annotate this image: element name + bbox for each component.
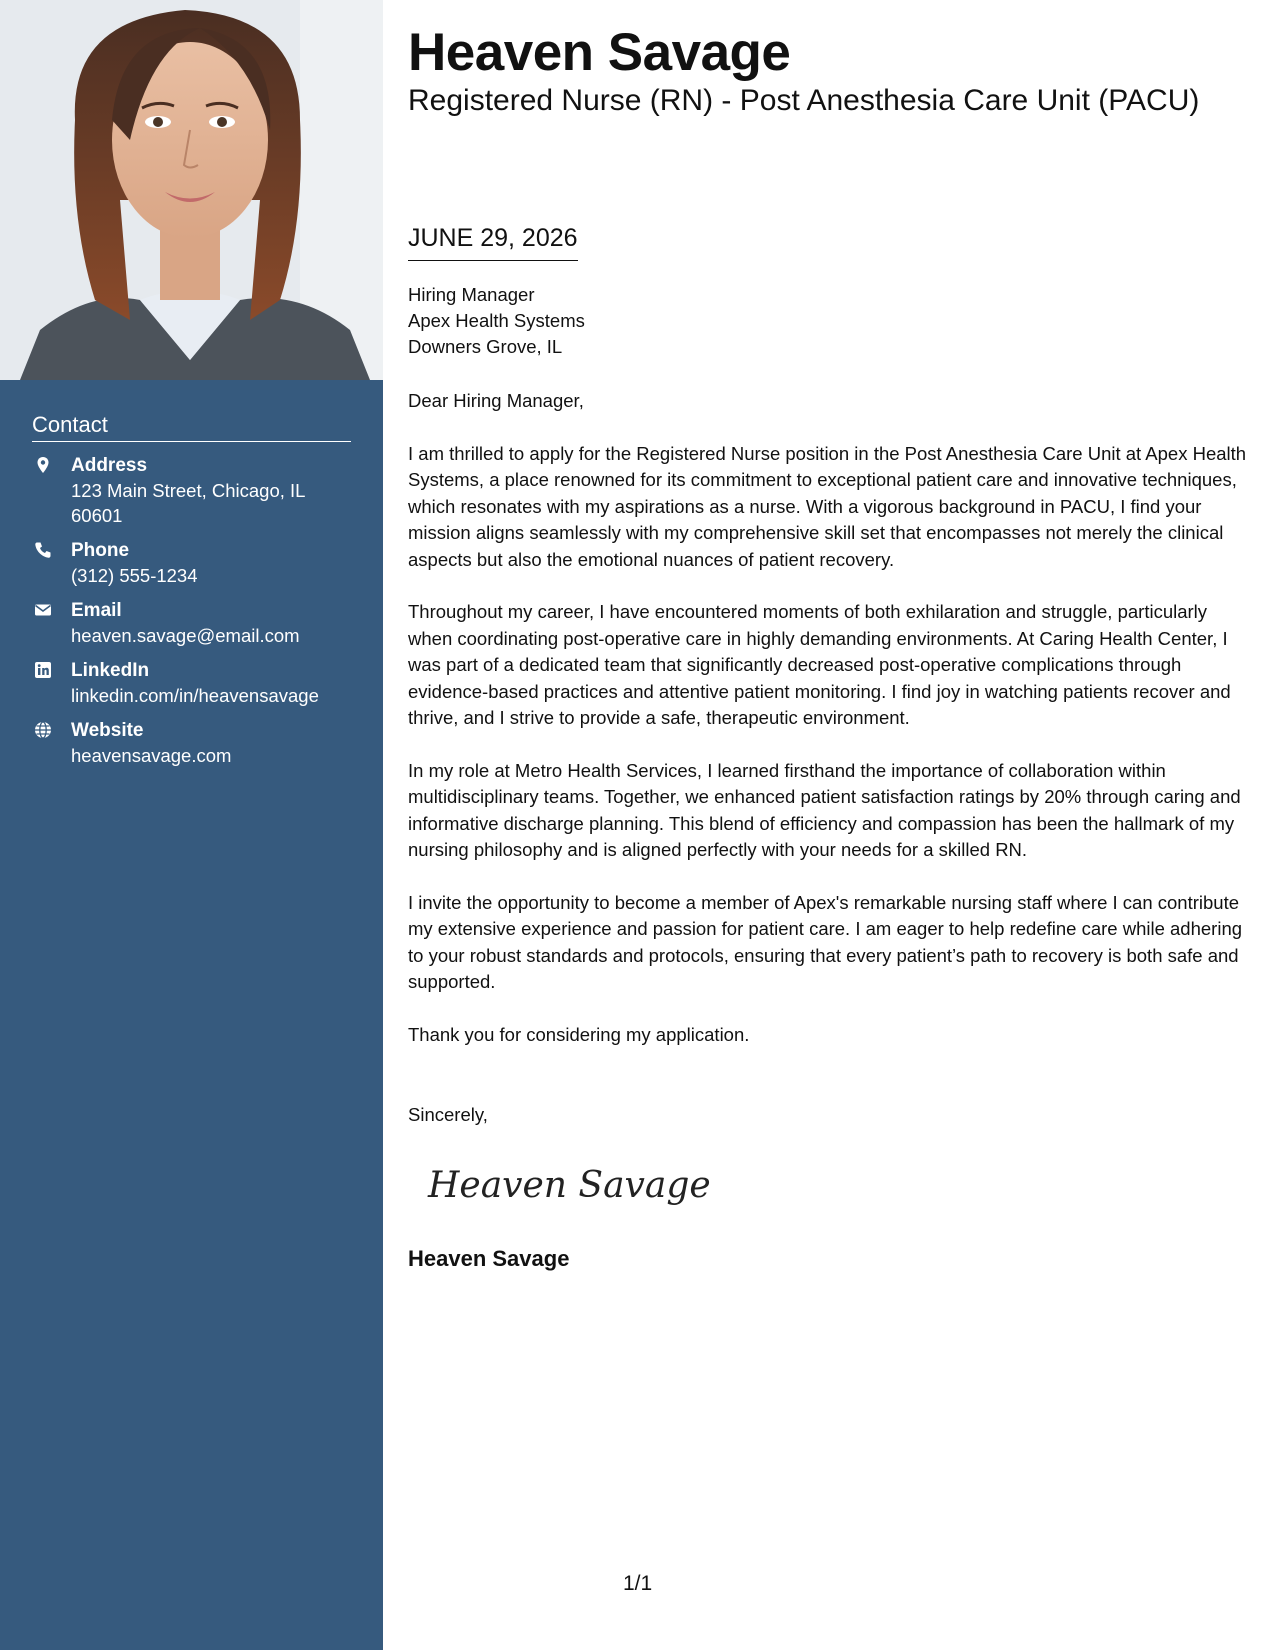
contact-email (32, 599, 351, 648)
website-value[interactable]: heavensavage.com (71, 745, 232, 766)
linkedin-value[interactable]: linkedin.com/in/heavensavage (71, 685, 319, 706)
linkedin-label: LinkedIn (71, 660, 150, 681)
phone-label: Phone (71, 540, 130, 561)
address-line-1: 123 Main Street, Chicago, IL (71, 480, 306, 501)
contact-linkedin (32, 659, 351, 708)
recipient-block (408, 282, 585, 360)
contact-website (32, 719, 351, 768)
phone-icon (34, 541, 52, 559)
recipient-location: Downers Grove, IL (408, 336, 563, 357)
linkedin-icon (34, 661, 52, 679)
map-pin-icon (34, 456, 52, 474)
job-title: Registered Nurse (RN) - Post Anesthesia Care Unit (PACU) (408, 84, 1200, 117)
address-label: Address (71, 455, 148, 476)
envelope-icon (34, 601, 52, 619)
closing: Sincerely, (408, 1104, 488, 1125)
salutation: Dear Hiring Manager, (408, 390, 584, 411)
profile-photo (0, 0, 383, 380)
applicant-name: Heaven Savage (408, 23, 791, 82)
recipient-title: Hiring Manager (408, 284, 535, 305)
sidebar (0, 0, 383, 1650)
paragraph: Throughout my career, I have encountered moments of both exhilaration and struggle, particularly when coordinating post-operative care in highly demanding environments. At Caring Health Center, I was part of a dedicated team that significantly decreased post-operative complications through evidence-based practices and attentive patient monitoring. I find joy in watching patients recover and thrive, and I strive to provide a safe, therapeutic environment. (408, 601, 1231, 728)
website-label: Website (71, 720, 144, 741)
contact-heading: Contact (32, 412, 351, 442)
contact-phone (32, 539, 351, 588)
paragraph: I am thrilled to apply for the Registered Nurse position in the Post Anesthesia Care Unit at Apex Health Systems, a place renowned for its commitment to exceptional patient care and innovative techniques, which resonates with my aspirations as a nurse. With a vigorous background in PACU, I find your mission aligns seamlessly with my comprehensive skill set that encompasses not merely the clinical aspects but also the emotional nuances of patient recovery. (408, 442, 1247, 570)
recipient-company: Apex Health Systems (408, 310, 585, 331)
email-label: Email (71, 600, 122, 621)
paragraph: In my role at Metro Health Services, I learned firsthand the importance of collaboration within multidisciplinary teams. Together, we enhanced patient satisfaction ratings by 20% through caring and informative discharge planning. This blend of efficiency and compassion has been the hallmark of my nursing philosophy and is aligned perfectly with your needs for a skilled RN. (408, 759, 1241, 860)
signature-text: Heaven Savage (428, 1165, 711, 1206)
paragraph: Thank you for considering my application. (408, 1023, 750, 1045)
email-value[interactable]: heaven.savage@email.com (71, 625, 300, 646)
letter-body (408, 388, 1250, 1074)
page-number: 1/1 (623, 1572, 653, 1595)
phone-value: (312) 555-1234 (71, 565, 198, 586)
paragraph: I invite the opportunity to become a member of Apex's remarkable nursing staff where I can contribute my extensive experience and passion for patient care. I am eager to help redefine care while adhering to your robust standards and protocols, ensuring that every patient’s path to recovery is both safe and supported. (408, 891, 1243, 992)
letter-date: JUNE 29, 2026 (408, 222, 578, 261)
handwritten-signature (424, 1155, 711, 1215)
signer-name: Heaven Savage (408, 1246, 570, 1271)
globe-icon (34, 721, 52, 739)
contact-address (32, 454, 351, 528)
address-line-2: 60601 (71, 505, 123, 526)
contact-section (32, 412, 351, 768)
